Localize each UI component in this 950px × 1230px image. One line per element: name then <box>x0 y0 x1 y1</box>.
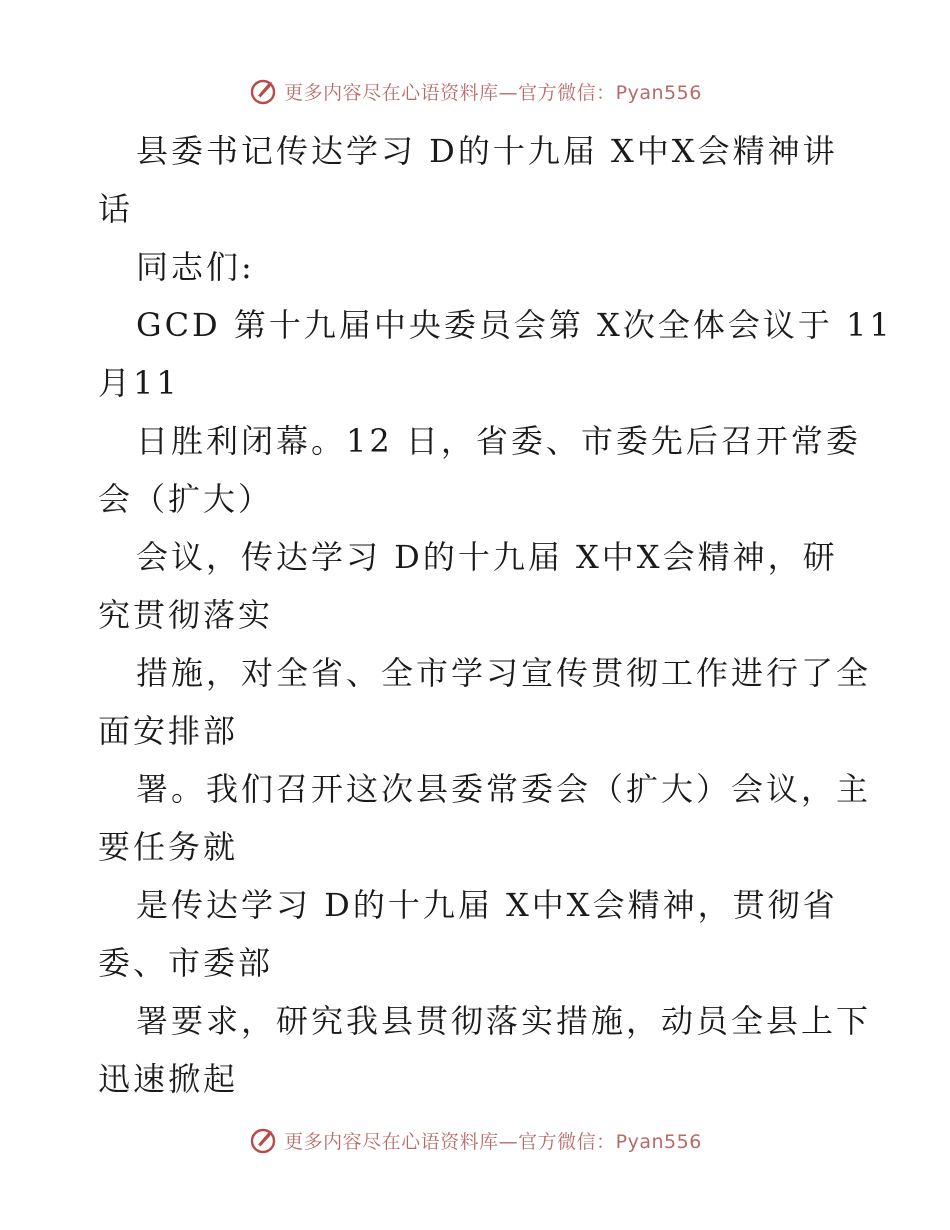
paragraph-line: 会（扩大） <box>98 480 274 518</box>
footer-watermark-banner <box>0 1120 950 1160</box>
paragraph-line: 究贯彻落实 <box>98 596 274 634</box>
document-body <box>98 122 893 1108</box>
paragraph-line: 署。我们召开这次县委常委会（扩大）会议，主 <box>136 770 872 808</box>
paragraph-line: 署要求，研究我县贯彻落实措施，动员全县上下 <box>136 1002 872 1040</box>
paragraph-line: 迅速掀起 <box>98 1060 239 1098</box>
quill-pen-logo-icon <box>248 76 278 106</box>
title-line: 话 <box>98 190 134 228</box>
paragraph-line: 是传达学习 D的十九届 X中X会精神，贯彻省 <box>136 886 838 924</box>
paragraph-line: 措施，对全省、全市学习宣传贯彻工作进行了全 <box>136 654 872 692</box>
salutation: 同志们: <box>136 248 255 286</box>
paragraph-line: 月11 <box>98 364 180 402</box>
watermark-text: 更多内容尽在心语资料库—官方微信：Pyan556 <box>284 81 702 104</box>
paragraph-line: 委、市委部 <box>98 944 274 982</box>
paragraph-line: GCD 第十九届中央委员会第 X次全体会议于 11 <box>136 306 893 344</box>
paragraph-line: 会议，传达学习 D的十九届 X中X会精神，研 <box>136 538 838 576</box>
watermark-text: 更多内容尽在心语资料库—官方微信：Pyan556 <box>284 1130 702 1153</box>
paragraph-line: 日胜利闭幕。12 日，省委、市委先后召开常委 <box>136 422 861 460</box>
header-watermark-banner <box>0 71 950 111</box>
paragraph-line: 要任务就 <box>98 828 239 866</box>
quill-pen-logo-icon <box>248 1125 278 1155</box>
title-line: 县委书记传达学习 D的十九届 X中X会精神讲 <box>136 132 838 170</box>
paragraph-line: 面安排部 <box>98 712 239 750</box>
